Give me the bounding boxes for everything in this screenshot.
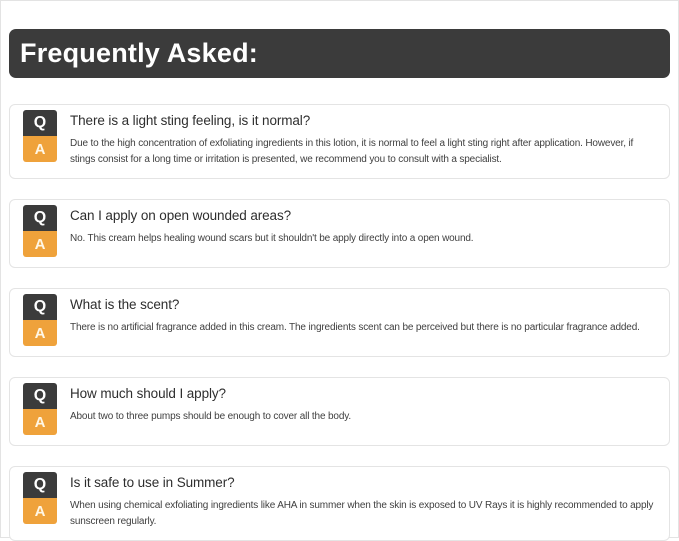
answer-badge: A — [23, 498, 57, 524]
faq-item — [9, 288, 670, 357]
faq-item — [9, 466, 670, 541]
question-text: Is it safe to use in Summer? — [70, 475, 235, 490]
qa-badge-column — [23, 472, 57, 530]
faq-item — [9, 377, 670, 446]
faq-list — [1, 104, 678, 541]
answer-text: About two to three pumps should be enough to cover all the body. — [70, 411, 351, 422]
answer-badge: A — [23, 231, 57, 257]
qa-badge-column — [23, 383, 57, 435]
answer-text: Due to the high concentration of exfoliating ingredients in this lotion, it is normal to feel a light sting right after application. However, if stings consist for a long time or irritation is presented, we recommend you to consult with a specialist. — [70, 138, 634, 165]
question-badge: Q — [23, 205, 57, 231]
qa-text-column — [70, 294, 661, 346]
section-header — [9, 29, 670, 78]
qa-text-column — [70, 472, 661, 530]
faq-item — [9, 104, 670, 179]
answer-badge: A — [23, 320, 57, 346]
question-text: Can I apply on open wounded areas? — [70, 208, 292, 223]
qa-text-column — [70, 383, 661, 435]
question-badge: Q — [23, 294, 57, 320]
qa-text-column — [70, 110, 661, 168]
question-badge: Q — [23, 383, 57, 409]
answer-text: No. This cream helps healing wound scars but it shouldn't be apply directly into a open wound. — [70, 233, 474, 244]
answer-badge: A — [23, 136, 57, 162]
qa-badge-column — [23, 205, 57, 257]
question-text: How much should I apply? — [70, 386, 226, 401]
answer-badge: A — [23, 409, 57, 435]
answer-text: There is no artificial fragrance added in this cream. The ingredients scent can be perceived but there is no particular fragrance added. — [70, 322, 640, 333]
answer-text: When using chemical exfoliating ingredients like AHA in summer when the skin is exposed to UV Rays it is highly recommended to apply sunscreen regularly. — [70, 500, 654, 527]
question-badge: Q — [23, 110, 57, 136]
qa-text-column — [70, 205, 661, 257]
qa-badge-column — [23, 110, 57, 168]
question-text: There is a light sting feeling, is it normal? — [70, 113, 311, 128]
question-text: What is the scent? — [70, 297, 180, 312]
qa-badge-column — [23, 294, 57, 346]
section-title: Frequently Asked: — [20, 38, 258, 68]
faq-item — [9, 199, 670, 268]
question-badge: Q — [23, 472, 57, 498]
